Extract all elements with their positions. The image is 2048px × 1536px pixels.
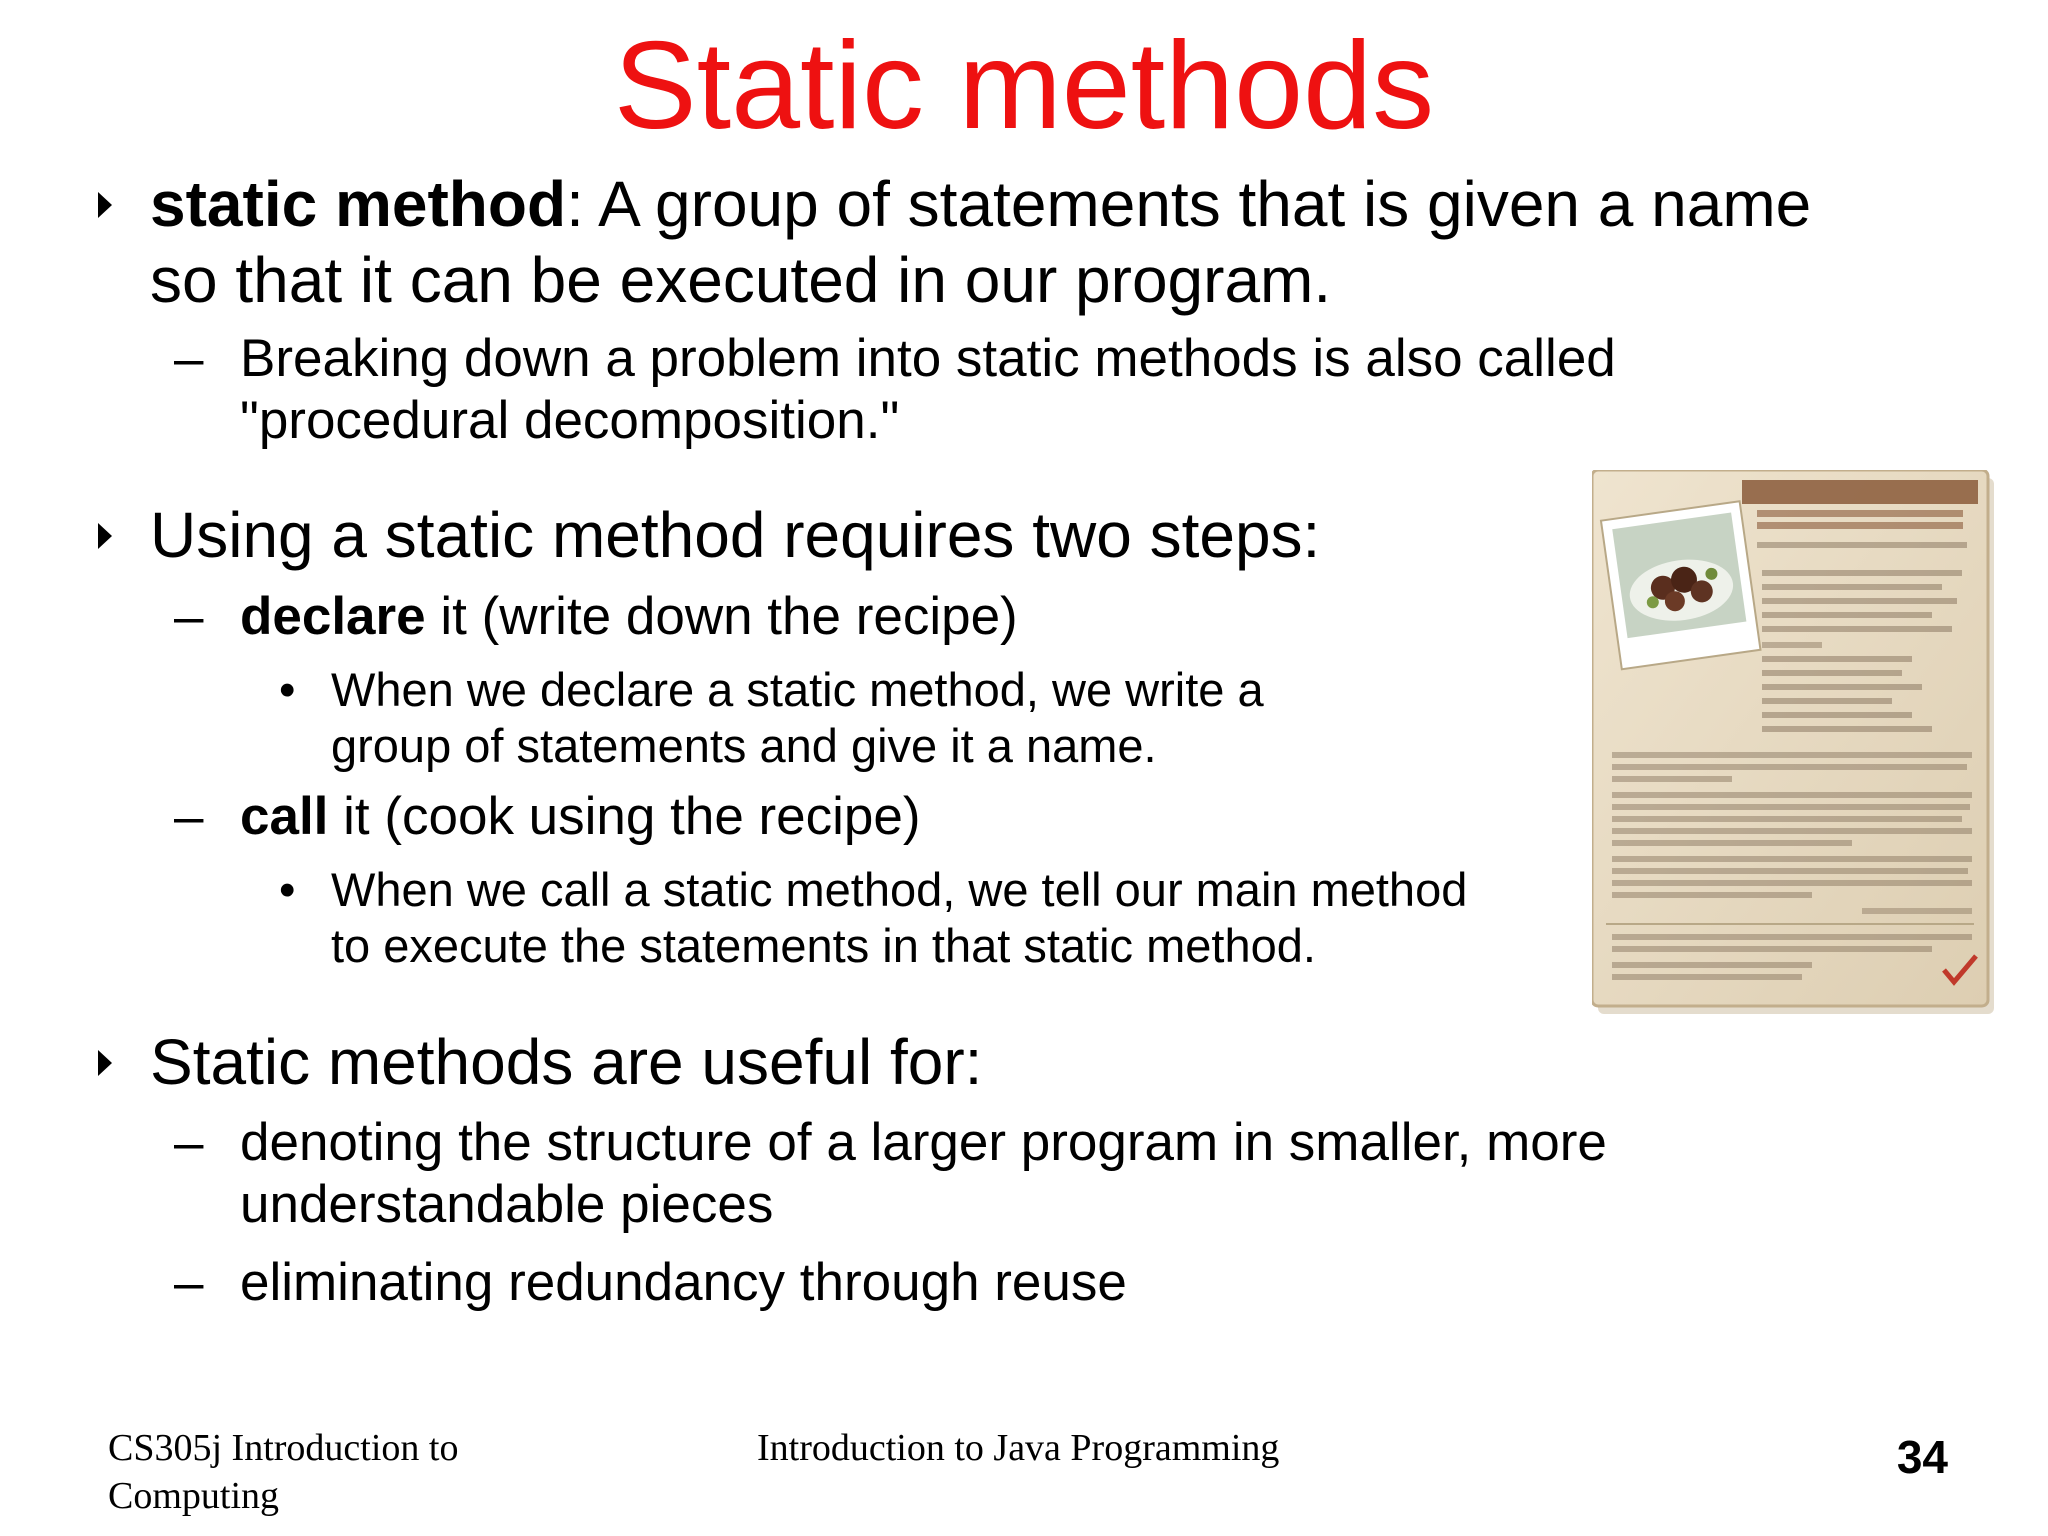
dot-marker: • [279,863,296,916]
sub-bullet-text: denoting the structure of a larger program in smaller, more [240,1113,1607,1172]
bullet-arrow-icon [98,1050,112,1076]
dash-marker: – [174,787,204,846]
sub-bullet-text: Breaking down a problem into static methods is also called [240,329,1616,388]
recipe-card-icon [1592,470,2000,1020]
sub-bullet-structure [174,1112,1607,1236]
detail-text: When we call a static method, we tell our main method [331,863,1468,916]
sub-bullet-redundancy [174,1252,1127,1314]
bullet-arrow-icon [98,523,112,549]
term-declare: declare [240,587,426,646]
detail-text: group of statements and give it a name. [331,719,1157,772]
bullet-arrow-icon [98,192,112,218]
detail-text: to execute the statements in that static method. [331,919,1316,972]
footer-center: Introduction to Java Programming [757,1427,1280,1469]
footer-course-line2: Computing [108,1475,280,1517]
term-static-method: static method [150,168,567,240]
bullet-static-method [150,166,1811,318]
dash-marker: – [174,1253,204,1312]
page-number: 34 [1896,1431,1948,1483]
sub-bullet-text: understandable pieces [240,1175,774,1234]
bullet-text: : A group of statements that is given a name [566,168,1812,240]
bullet-text: Static methods are useful for: [150,1026,983,1098]
detail-text: When we declare a static method, we write a [331,663,1264,716]
bullet-text: so that it can be executed in our program. [150,244,1332,316]
dot-marker: • [279,663,296,716]
sub-bullet-text: "procedural decomposition." [240,391,900,450]
sub-bullet-decomposition [174,328,1616,452]
sub-bullet-declare [174,586,1018,648]
term-call: call [240,787,329,846]
bullet-useful-for [150,1024,982,1100]
detail-call [279,862,1468,974]
detail-declare [279,662,1264,774]
bullet-text: Using a static method requires two steps: [150,499,1321,571]
footer-course [108,1424,458,1520]
slide-title: Static methods [613,17,1435,155]
footer-course-line1: CS305j Introduction to [108,1427,459,1469]
sub-bullet-call [174,786,921,848]
dash-marker: – [174,1113,204,1172]
sub-bullet-text: eliminating redundancy through reuse [240,1253,1127,1312]
sub-bullet-text: it (write down the recipe) [425,587,1018,646]
bullet-two-steps [150,497,1320,573]
dash-marker: – [174,587,204,646]
sub-bullet-text: it (cook using the recipe) [328,787,921,846]
dash-marker: – [174,329,204,388]
